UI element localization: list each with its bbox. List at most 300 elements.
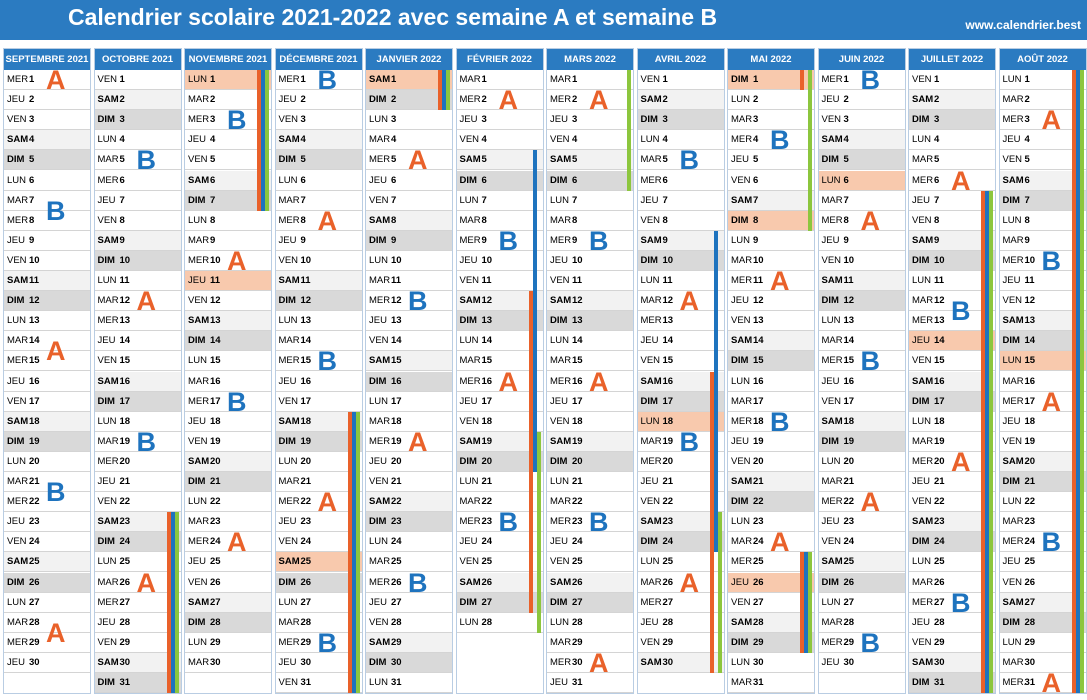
day-number: 22 — [1024, 496, 1036, 508]
day-number: 23 — [934, 516, 945, 528]
day-row — [819, 432, 905, 452]
weekday-label: LUN — [459, 335, 479, 347]
day-number: 23 — [119, 516, 131, 528]
day-number: 22 — [210, 496, 221, 508]
weekday-label: MER — [821, 355, 843, 367]
day-row — [95, 372, 181, 392]
weekday-label: DIM — [821, 576, 839, 588]
weekday-label: SAM — [188, 174, 210, 186]
day-number: 16 — [119, 375, 131, 387]
weekday-label: JEU — [821, 94, 840, 106]
weekday-label: VEN — [188, 576, 208, 588]
weekday-label: DIM — [731, 74, 749, 85]
weekday-label: SAM — [912, 516, 934, 528]
day-number: 19 — [662, 435, 674, 447]
holiday-zone-bar — [710, 372, 714, 674]
day-number: 8 — [753, 214, 759, 226]
day-number: 7 — [662, 194, 668, 206]
weekday-label: LUN — [459, 476, 479, 487]
day-number: 3 — [753, 114, 759, 126]
day-number: 5 — [662, 154, 668, 166]
day-row — [547, 412, 633, 432]
weekday-label: JEU — [7, 656, 25, 668]
weekday-label: LUN — [7, 596, 27, 608]
day-number: 17 — [572, 395, 583, 407]
weekday-label: SAM — [97, 516, 119, 528]
day-row — [909, 70, 995, 90]
week-letter: B — [951, 587, 971, 618]
day-number: 18 — [753, 415, 764, 427]
day-row — [638, 331, 724, 351]
weekday-label: LUN — [821, 315, 841, 327]
weekday-label: MAR — [912, 435, 934, 447]
weekday-label: SAM — [912, 656, 934, 668]
weekday-label: LUN — [97, 556, 117, 568]
week-letter: A — [860, 205, 880, 236]
weekday-label: JEU — [369, 174, 387, 186]
website-link[interactable]: www.calendrier.best — [965, 18, 1081, 32]
weekday-label: LUN — [640, 134, 660, 146]
day-row — [728, 653, 814, 673]
weekday-label: SAM — [912, 234, 934, 246]
day-number: 6 — [662, 174, 668, 186]
weekday-label: MAR — [278, 194, 300, 206]
week-letter: A — [498, 85, 518, 116]
weekday-label: DIM — [640, 395, 658, 407]
holiday-zone-bar — [1080, 70, 1084, 693]
weekday-label: SAM — [97, 234, 119, 246]
weekday-label: MAR — [369, 415, 391, 427]
weekday-label: VEN — [1002, 295, 1023, 307]
weekday-label: LUN — [278, 174, 298, 186]
day-number: 5 — [843, 154, 849, 166]
weekday-label: MER — [821, 636, 843, 648]
day-number: 5 — [29, 154, 35, 166]
weekday-label: SAM — [278, 134, 300, 146]
day-number: 9 — [300, 234, 306, 246]
weekday-label: DIM — [550, 455, 568, 467]
day-number: 13 — [300, 315, 312, 327]
weekday-label: MAR — [278, 476, 300, 487]
day-row — [457, 613, 543, 633]
weekday-label: JEU — [369, 596, 387, 608]
weekday-label: SAM — [369, 74, 391, 85]
weekday-label: MER — [731, 134, 753, 146]
day-number: 23 — [210, 516, 221, 528]
day-number: 29 — [210, 636, 221, 648]
day-number: 2 — [1024, 94, 1030, 106]
day-number: 6 — [391, 174, 397, 186]
day-row — [547, 573, 633, 593]
day-number: 5 — [300, 154, 306, 166]
day-row — [4, 372, 90, 392]
weekday-label: LUN — [459, 616, 479, 628]
weekday-label: VEN — [459, 134, 480, 146]
day-number: 30 — [119, 656, 131, 668]
day-number: 5 — [481, 154, 487, 166]
day-number: 28 — [572, 616, 583, 628]
day-number: 10 — [753, 254, 764, 266]
day-row — [366, 512, 452, 532]
day-number: 28 — [119, 616, 131, 628]
day-number: 6 — [300, 174, 306, 186]
day-number: 7 — [1024, 194, 1030, 206]
weekday-label: LUN — [731, 375, 751, 387]
day-row — [185, 331, 271, 351]
day-number: 24 — [29, 536, 40, 548]
day-number: 25 — [29, 556, 40, 568]
week-letter: B — [589, 507, 609, 538]
weekday-label: LUN — [731, 516, 751, 528]
weekday-label: SAM — [821, 556, 843, 568]
month-column — [184, 48, 272, 694]
weekday-label: MER — [550, 234, 572, 246]
weekday-label: VEN — [821, 395, 842, 407]
day-number: 24 — [1024, 536, 1036, 548]
day-number: 27 — [1024, 596, 1036, 608]
weekday-label: SAM — [7, 556, 29, 568]
holiday-zone-bar — [714, 231, 718, 553]
weekday-label: LUN — [97, 275, 117, 286]
day-row — [547, 613, 633, 633]
day-number: 14 — [210, 335, 221, 347]
month-header: FÉVRIER 2022 — [457, 49, 543, 70]
weekday-label: DIM — [369, 516, 387, 528]
month-header: MAI 2022 — [728, 49, 814, 70]
month-header: JUIN 2022 — [819, 49, 905, 70]
weekday-label: DIM — [912, 536, 930, 548]
weekday-label: MAR — [912, 154, 934, 166]
weekday-label: VEN — [912, 355, 932, 367]
day-number: 31 — [572, 677, 583, 688]
day-number: 18 — [662, 415, 674, 427]
day-number: 19 — [1024, 435, 1036, 447]
weekday-label: JEU — [731, 295, 749, 307]
day-number: 17 — [481, 395, 493, 407]
weekday-label: VEN — [369, 194, 389, 206]
month-column — [727, 48, 815, 694]
day-number: 25 — [572, 556, 583, 568]
weekday-label: JEU — [640, 476, 659, 487]
day-number: 26 — [572, 576, 583, 588]
weekday-label: MAR — [7, 616, 29, 628]
weekday-label: MER — [459, 94, 481, 106]
day-row — [4, 552, 90, 572]
day-number: 11 — [210, 275, 221, 286]
day-row — [819, 171, 905, 191]
weekday-label: DIM — [640, 114, 658, 126]
weekday-label: SAM — [912, 94, 934, 106]
day-number: 9 — [29, 234, 35, 246]
weekday-label: LUN — [278, 455, 298, 467]
weekday-label: VEN — [7, 114, 27, 126]
weekday-label: MER — [640, 455, 662, 467]
weekday-label: DIM — [97, 395, 115, 407]
day-row — [185, 432, 271, 452]
day-number: 11 — [934, 275, 945, 286]
weekday-label: DIM — [188, 335, 206, 347]
weekday-label: SAM — [97, 375, 119, 387]
weekday-label: SAM — [459, 435, 481, 447]
weekday-label: VEN — [369, 476, 389, 487]
month-column — [546, 48, 634, 694]
day-number: 24 — [934, 536, 945, 548]
weekday-label: LUN — [1002, 496, 1022, 508]
weekday-label: JEU — [188, 556, 206, 568]
day-number: 16 — [391, 375, 402, 387]
weekday-label: JEU — [97, 616, 116, 628]
day-number: 1 — [572, 74, 578, 85]
day-number: 21 — [1024, 476, 1036, 487]
day-row — [185, 613, 271, 633]
day-number: 30 — [210, 656, 221, 668]
day-number: 8 — [934, 214, 940, 226]
month-header: DÉCEMBRE 2021 — [276, 49, 362, 70]
day-row — [366, 110, 452, 130]
day-number: 29 — [843, 636, 855, 648]
day-number: 17 — [29, 395, 40, 407]
weekday-label: VEN — [7, 395, 27, 407]
day-number: 29 — [391, 636, 402, 648]
day-number: 29 — [662, 636, 674, 648]
day-row — [728, 372, 814, 392]
day-number: 7 — [934, 194, 940, 206]
day-row — [638, 90, 724, 110]
weekday-label: VEN — [821, 254, 842, 266]
day-row — [95, 351, 181, 371]
day-number: 26 — [391, 576, 402, 588]
day-number: 7 — [572, 194, 578, 206]
month-column — [365, 48, 453, 694]
weekday-label: VEN — [188, 295, 208, 307]
weekday-label: LUN — [188, 214, 208, 226]
weekday-label: MER — [550, 375, 572, 387]
weekday-label: JEU — [459, 254, 478, 266]
day-number: 8 — [119, 214, 125, 226]
weekday-label: VEN — [912, 496, 932, 508]
day-number: 27 — [300, 596, 312, 608]
day-number: 13 — [391, 315, 402, 327]
day-number: 1 — [481, 74, 487, 85]
weekday-label: VEN — [550, 275, 570, 286]
day-number: 4 — [572, 134, 578, 146]
weekday-label: VEN — [1002, 576, 1023, 588]
weekday-label: JEU — [97, 476, 116, 487]
day-number: 10 — [119, 254, 131, 266]
day-row — [366, 492, 452, 512]
weekday-label: SAM — [640, 94, 662, 106]
day-number: 12 — [119, 295, 131, 307]
weekday-label: MER — [912, 315, 934, 327]
day-row — [276, 251, 362, 271]
day-number: 2 — [210, 94, 216, 106]
day-row — [95, 191, 181, 211]
weekday-label: DIM — [97, 114, 115, 126]
day-row — [185, 633, 271, 653]
day-number: 7 — [210, 194, 216, 206]
weekday-label: DIM — [912, 395, 930, 407]
weekday-label: JEU — [640, 616, 659, 628]
day-row — [366, 633, 452, 653]
month-header: NOVEMBRE 2021 — [185, 49, 271, 70]
day-row — [366, 331, 452, 351]
day-row — [366, 231, 452, 251]
day-number: 3 — [300, 114, 306, 126]
weekday-label: DIM — [459, 174, 477, 186]
day-number: 27 — [119, 596, 131, 608]
weekday-label: JEU — [821, 234, 840, 246]
weekday-label: MAR — [7, 335, 29, 347]
day-number: 2 — [753, 94, 759, 106]
day-number: 20 — [662, 455, 674, 467]
weekday-label: MAR — [1002, 94, 1024, 106]
day-number: 14 — [119, 335, 131, 347]
weekday-label: JEU — [640, 194, 659, 206]
day-number: 16 — [662, 375, 674, 387]
month-column — [456, 48, 544, 694]
day-number: 15 — [29, 355, 40, 367]
day-row — [547, 271, 633, 291]
day-number: 20 — [29, 455, 40, 467]
weekday-label: LUN — [1002, 636, 1022, 648]
day-number: 14 — [481, 335, 493, 347]
weekday-label: SAM — [550, 435, 572, 447]
day-row — [457, 150, 543, 170]
day-number: 16 — [572, 375, 583, 387]
weekday-label: SAM — [821, 275, 843, 286]
day-number: 5 — [210, 154, 216, 166]
weekday-label: MAR — [1002, 656, 1024, 668]
weekday-label: LUN — [1002, 74, 1022, 85]
day-number: 11 — [1024, 275, 1035, 286]
weekday-label: DIM — [912, 254, 930, 266]
day-row — [728, 171, 814, 191]
weekday-label: DIM — [912, 114, 930, 126]
day-number: 18 — [1024, 415, 1036, 427]
day-row — [547, 291, 633, 311]
day-number: 16 — [934, 375, 945, 387]
day-row — [728, 231, 814, 251]
day-row — [547, 150, 633, 170]
weekday-label: DIM — [640, 254, 658, 266]
day-number: 11 — [843, 275, 854, 286]
day-number: 30 — [843, 656, 855, 668]
weekday-label: JEU — [821, 375, 840, 387]
weekday-label: MER — [278, 355, 300, 367]
day-number: 15 — [843, 355, 855, 367]
weekday-label: VEN — [731, 596, 751, 608]
day-number: 20 — [934, 455, 945, 467]
weekday-label: VEN — [7, 254, 27, 266]
day-number: 11 — [753, 275, 764, 286]
day-number: 17 — [753, 395, 764, 407]
day-number: 27 — [29, 596, 40, 608]
weekday-label: LUN — [821, 174, 841, 186]
day-number: 11 — [391, 275, 402, 286]
week-letter: B — [317, 346, 337, 377]
week-letter: B — [860, 627, 880, 658]
day-number: 11 — [481, 275, 492, 286]
month-header: JANVIER 2022 — [366, 49, 452, 70]
day-number: 16 — [753, 375, 764, 387]
weekday-label: MAR — [550, 355, 572, 367]
day-number: 12 — [391, 295, 402, 307]
day-row — [457, 191, 543, 211]
day-number: 1 — [1024, 74, 1030, 85]
month-column — [637, 48, 725, 694]
weekday-label: DIM — [459, 455, 477, 467]
weekday-label: MAR — [278, 616, 300, 628]
day-number: 7 — [29, 194, 35, 206]
week-letter: B — [770, 406, 790, 437]
month-column — [999, 48, 1087, 699]
weekday-label: DIM — [369, 375, 387, 387]
weekday-label: DIM — [821, 154, 839, 166]
day-number: 28 — [481, 616, 493, 628]
day-number: 18 — [481, 415, 493, 427]
weekday-label: SAM — [369, 496, 391, 508]
day-row — [276, 392, 362, 412]
day-number: 27 — [753, 596, 764, 608]
day-row — [4, 130, 90, 150]
day-row — [366, 351, 452, 371]
weekday-label: VEN — [731, 455, 751, 467]
day-row — [95, 70, 181, 90]
week-letter: B — [860, 346, 880, 377]
week-letter: A — [589, 366, 609, 397]
weekday-label: JEU — [459, 395, 478, 407]
day-number: 14 — [391, 335, 402, 347]
day-number: 2 — [300, 94, 306, 106]
weekday-label: SAM — [731, 194, 753, 206]
weekday-label: MAR — [821, 194, 843, 206]
weekday-label: DIM — [912, 677, 930, 688]
weekday-label: SAM — [369, 355, 391, 367]
day-number: 20 — [210, 455, 221, 467]
weekday-label: DIM — [1002, 194, 1020, 206]
day-number: 8 — [1024, 214, 1030, 226]
weekday-label: MER — [459, 234, 481, 246]
weekday-label: MAR — [459, 74, 481, 85]
weekday-label: MAR — [7, 194, 29, 206]
weekday-label: MER — [912, 596, 934, 608]
day-number: 21 — [753, 476, 764, 487]
day-row — [638, 351, 724, 371]
holiday-zone-bar — [808, 552, 812, 653]
weekday-label: MER — [97, 596, 119, 608]
day-number: 30 — [300, 656, 312, 668]
header-banner — [0, 0, 1087, 40]
weekday-label: MER — [188, 395, 210, 407]
day-number: 26 — [300, 576, 312, 588]
weekday-label: VEN — [459, 556, 480, 568]
week-letter: B — [46, 195, 66, 226]
week-letter: B — [136, 145, 156, 176]
weekday-label: JEU — [912, 335, 930, 347]
weekday-label: LUN — [188, 636, 208, 648]
day-number: 2 — [29, 94, 35, 106]
weekday-label: LUN — [1002, 355, 1022, 367]
day-number: 9 — [934, 234, 940, 246]
day-row — [728, 211, 814, 231]
day-number: 2 — [572, 94, 578, 106]
day-number: 21 — [29, 476, 40, 487]
day-number: 1 — [934, 74, 940, 85]
day-number: 12 — [1024, 295, 1036, 307]
day-number: 17 — [119, 395, 131, 407]
day-number: 29 — [572, 636, 583, 648]
day-row — [728, 311, 814, 331]
